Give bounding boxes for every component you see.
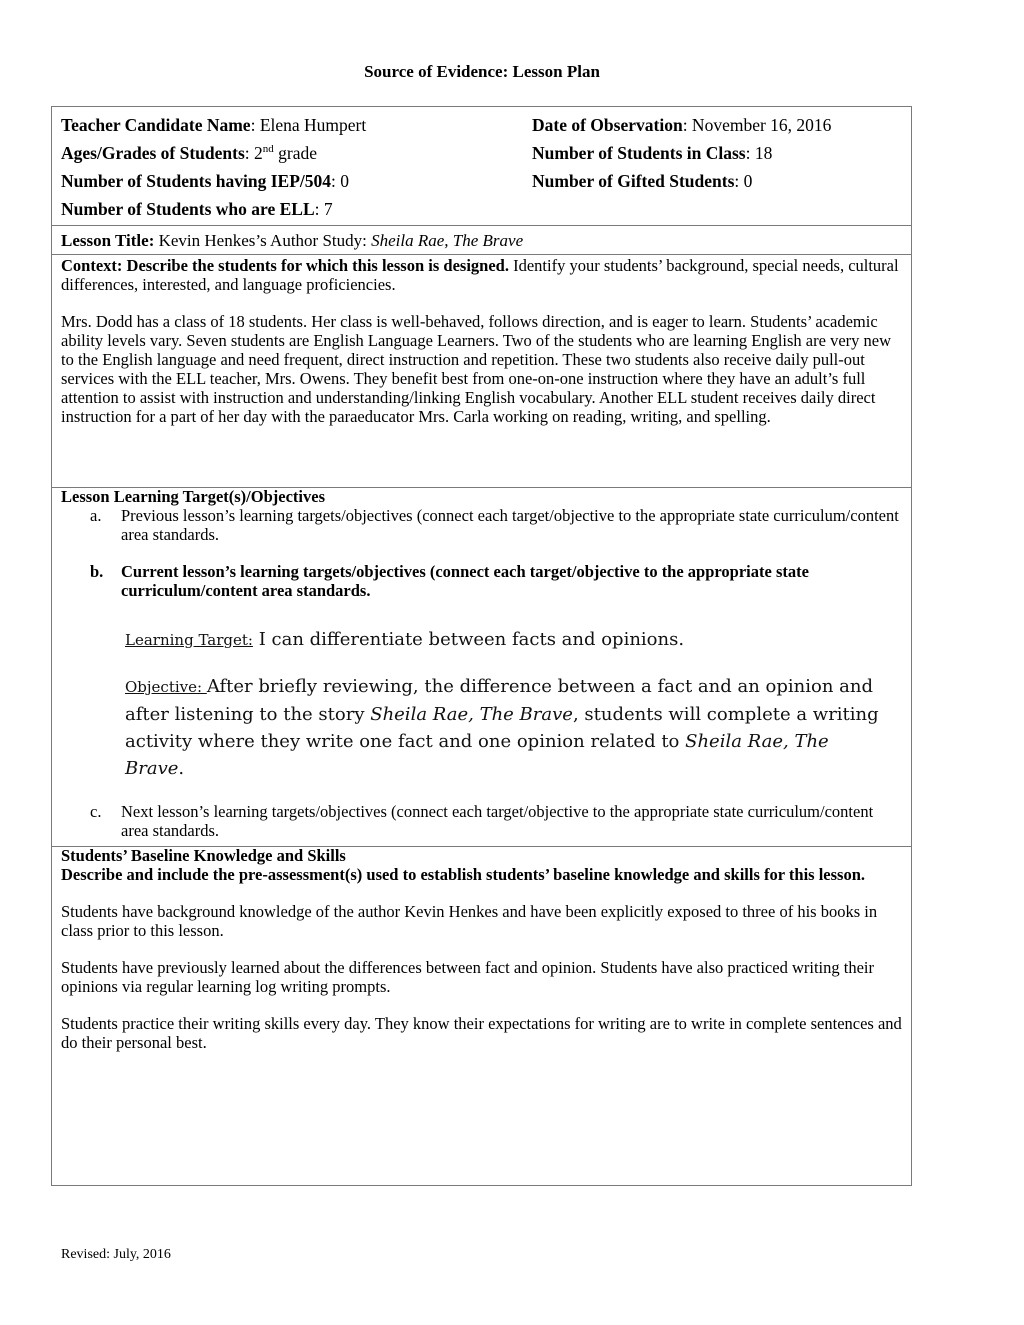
lesson-plan-form (51, 106, 912, 1186)
learning-target (61, 626, 903, 654)
iep-count-field (61, 167, 349, 195)
objective-label: Objective: (125, 678, 207, 696)
objective-item-c (61, 802, 903, 840)
objective-item-a (61, 506, 903, 544)
objective-b-text: Current lesson’s learning targets/objectives (connect each target/objective to the appropriate state curriculum/content area standards. (121, 562, 809, 600)
objective-text: After briefly reviewing, the difference between a fact and an opinion and after listening to the story (125, 676, 873, 725)
context-body: Mrs. Dodd has a class of 18 students. Her class is well-behaved, follows direction, and is eager to learn. Students’ academic ability levels vary. Seven students are English Language Learners. Two of the students who are learning English are very new to the English language and need frequent, direct instruction and repetition. These two students also receive daily pull-out services with the ELL teacher, Mrs. Owens. They benefit best from one-on-one instruction where they have an adult’s full attention to assist with instruction and understanding/linking English vocabulary. Another ELL student receives daily direct instruction for a part of her day with the paraeducator Mrs. Carla working on reading, writing, and spelling. (61, 312, 892, 426)
context-prompt: Identify your students’ background, special needs, cultural differences, interested, and language proficiencies. (61, 256, 899, 294)
iep-count-label: Number of Students having IEP/504 (61, 171, 332, 191)
learning-target-label: Learning Target: (125, 631, 253, 649)
context-section (61, 256, 903, 426)
objectives-section (61, 487, 903, 840)
ell-count-value: : 7 (314, 199, 333, 219)
teacher-name-value: : Elena Humpert (250, 115, 367, 135)
objective-c-text: Next lesson’s learning targets/objectives (connect each target/objective to the appropriate state curriculum/content area standards. (121, 802, 874, 840)
list-marker: a. (90, 506, 102, 525)
ell-count-label: Number of Students who are ELL (61, 199, 315, 219)
class-size-field (532, 139, 772, 167)
class-size-value: : 18 (745, 143, 773, 163)
ages-grades-field (61, 139, 317, 167)
context-label: Context: Describe the students for which this lesson is designed. (61, 256, 509, 275)
teacher-name-field (61, 111, 366, 139)
gifted-count-value: : 0 (734, 171, 753, 191)
observation-date-label: Date of Observation (532, 115, 683, 135)
learning-target-text: I can differentiate between facts and opinions. (252, 629, 685, 650)
lesson-title-label: Lesson Title: (61, 231, 155, 250)
divider (52, 225, 911, 226)
ell-count-field (61, 195, 333, 223)
ages-grades-value: : 2 (244, 143, 263, 163)
baseline-paragraph-2: Students have previously learned about the differences between fact and opinion. Students have also practiced writing their opinions via regular learning log writing prompts. (61, 958, 874, 996)
book-title: Sheila Rae, The Brave (125, 731, 829, 779)
observation-date-value: : November 16, 2016 (682, 115, 832, 135)
iep-count-value: : 0 (331, 171, 350, 191)
objective-text: , students will complete a writing activity where they write one fact and one opinion related to (125, 704, 879, 752)
baseline-paragraph-1: Students have background knowledge of the author Kevin Henkes and have been explicitly exposed to three of his books in class prior to this lesson. (61, 902, 878, 940)
lesson-title-text: Kevin Henkes’s Author Study: (154, 231, 372, 250)
objective-item-b (61, 562, 903, 600)
baseline-paragraph-3: Students practice their writing skills every day. They know their expectations for writing are to write in complete sentences and do their personal best. (61, 1014, 902, 1052)
ordinal-suffix: nd (262, 143, 274, 156)
objectives-heading: Lesson Learning Target(s)/Objectives (61, 487, 325, 506)
list-marker: b. (90, 562, 104, 581)
gifted-count-label: Number of Gifted Students (532, 171, 735, 191)
revision-footer: Revised: July, 2016 (61, 1247, 171, 1262)
ages-grades-unit: grade (273, 143, 318, 163)
observation-date-field (532, 111, 831, 139)
lesson-title-row (61, 231, 903, 250)
objective-a-text: Previous lesson’s learning targets/objectives (connect each target/objective to the appropriate state curriculum/content area standards. (121, 506, 899, 544)
book-title: Sheila Rae, The Brave (370, 704, 573, 725)
class-size-label: Number of Students in Class (532, 143, 746, 163)
teacher-name-label: Teacher Candidate Name (61, 115, 251, 135)
divider (52, 254, 911, 255)
page-title: Source of Evidence: Lesson Plan (364, 62, 600, 81)
gifted-count-field (532, 167, 752, 195)
list-marker: c. (90, 802, 102, 821)
lesson-title-book: Sheila Rae, The Brave (371, 231, 524, 250)
objective-statement (61, 673, 903, 782)
baseline-prompt: Describe and include the pre-assessment(s) used to establish students’ baseline knowledge and skills for this lesson. (61, 865, 866, 884)
baseline-section (61, 846, 903, 1052)
ages-grades-label: Ages/Grades of Students (61, 143, 245, 163)
objective-text: . (178, 758, 185, 779)
baseline-heading: Students’ Baseline Knowledge and Skills (61, 846, 346, 865)
